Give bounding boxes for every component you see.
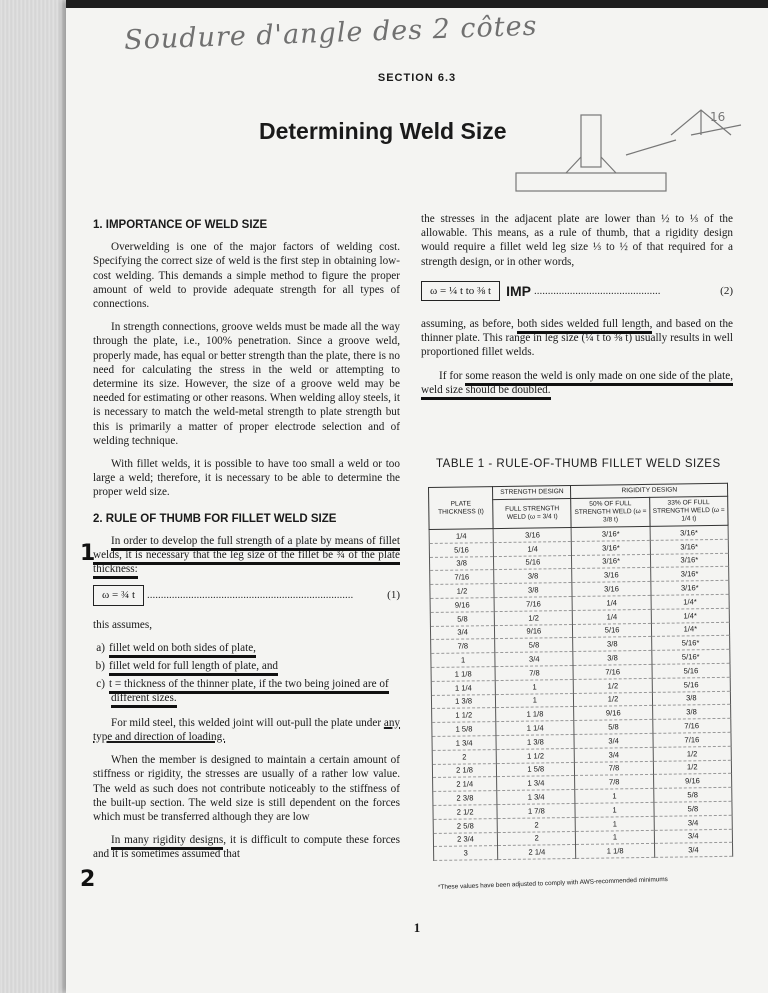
table-cell: 7/16: [494, 596, 572, 611]
table-footnote: *These values have been adjusted to comply with AWS-recommended minimums: [437, 875, 668, 891]
table-cell: 3/4: [575, 747, 653, 762]
table-cell: 5/16: [573, 623, 651, 638]
table-cell: 1 1/8: [431, 667, 495, 682]
table-cell: 2 3/4: [433, 832, 497, 847]
scan-border: [66, 0, 768, 8]
table-cell: 3: [434, 846, 498, 861]
table-cell: 5/16: [652, 663, 730, 678]
table-cell: 5/8: [495, 638, 573, 653]
sketch-fillet-lines: [566, 157, 616, 173]
table-cell: 1 1/8: [496, 707, 574, 722]
table-cell: 5/8: [654, 801, 732, 816]
right-column: [421, 212, 733, 406]
table-cell: 1 1/4: [496, 721, 574, 736]
paragraph-adjacent-plate: the stresses in the adjacent plate are lower than ½ to ⅓ of the allowable. This means, as a rule of thumb, that a rigidity design would require a fillet weld leg size ⅓ to ½ of that required for a strength design, or in other words,: [421, 213, 733, 268]
table-cell: 1 1/2: [496, 748, 574, 763]
sketch-detail-lines: [671, 110, 741, 135]
table-cell: 3/4: [495, 652, 573, 667]
table-cell: 3/8: [429, 556, 493, 571]
margin-mark-2: 2: [80, 867, 96, 892]
group-rigidity-design: RIGIDITY DESIGN: [571, 483, 728, 498]
table-cell: 7/8: [575, 761, 653, 776]
section-label: SECTION 6.3: [377, 72, 457, 84]
list-item-a: a) fillet weld on both sides of plate,: [93, 641, 400, 655]
table-cell: 1/4*: [651, 622, 729, 637]
table-cell: 1/4*: [651, 594, 729, 609]
table-cell: 1: [495, 679, 573, 694]
table-cell: 2 1/2: [433, 805, 497, 820]
table-cell: 1 3/8: [496, 734, 574, 749]
table-cell: 3/16*: [572, 540, 650, 555]
equation-number-2: (2): [720, 284, 733, 297]
table-cell: 1 1/4: [431, 680, 495, 695]
table-cell: 2 1/4: [498, 845, 576, 860]
book-page-edges: [0, 0, 70, 993]
table-cell: 3/8: [652, 691, 730, 706]
table-cell: 7/16: [573, 664, 651, 679]
table-cell: 5/8: [574, 720, 652, 735]
table-cell: 3/8: [573, 651, 651, 666]
table-cell: 1: [431, 653, 495, 668]
table-title: TABLE 1 - RULE-OF-THUMB FILLET WELD SIZES: [436, 458, 721, 470]
table-cell: 1 3/4: [497, 790, 575, 805]
table-cell: 1/4*: [651, 608, 729, 623]
table-cell: 7/16: [430, 570, 494, 585]
column-33-percent: 33% OF FULL STRENGTH WELD (ω = 1/4 t): [649, 496, 728, 526]
table-cell: 1/4: [572, 595, 650, 610]
left-column: [93, 214, 400, 871]
dot-leader: ...........................................................................: [147, 589, 354, 602]
table-cell: 3/8: [494, 569, 572, 584]
equation-1: [93, 585, 400, 605]
table-cell: 3/16*: [572, 526, 650, 541]
page-number: 1: [413, 920, 421, 935]
handwritten-note: Soudure d'angle des 2 côtes: [123, 10, 538, 57]
table-cell: 1 1/8: [576, 844, 654, 859]
table-cell: 1: [576, 816, 654, 831]
table-cell: 5/16: [652, 677, 730, 692]
table-cell: 1/2: [653, 760, 731, 775]
table-cell: 3/8: [652, 705, 730, 720]
table-cell: 3/16: [572, 582, 650, 597]
table-cell: 9/16: [574, 706, 652, 721]
table-cell: 9/16: [430, 598, 494, 613]
table-cell: 5/8: [430, 611, 494, 626]
table-cell: 1/2: [430, 584, 494, 599]
formula-box-1: ω = ¾ t: [93, 585, 144, 605]
table-cell: 2: [498, 831, 576, 846]
paragraph-rigidity: When the member is designed to maintain a certain amount of stiffness or rigidity, the stresses are usually of a rather low value. The weld as such does not contribute noticeably to the stiffness of the built-up section. The weld size is still dependent on the forces which must be transferred although they are low: [93, 754, 400, 823]
underlined-both-sides: both sides welded full length,: [517, 318, 652, 334]
underlined-rigidity-designs: In many rigidity designs: [111, 834, 223, 850]
table-cell: 1: [496, 693, 574, 708]
imp-note: IMP: [506, 282, 532, 299]
paragraph-overwelding: Overwelding is one of the major factors of welding cost. Specifying the correct size of weld is the first step in obtaining low-cost welding. This demands a simple method to figure the proper amount of weld to provide adequate strength for all types of connections.: [93, 241, 400, 311]
table-cell: 3/8: [494, 583, 572, 598]
assumes-label: this assumes,: [93, 618, 153, 631]
table-cell: 7/8: [495, 665, 573, 680]
table-cell: 1 7/8: [497, 803, 575, 818]
table-cell: 3/4: [654, 829, 732, 844]
underlined-loading: any type and direction of loading.: [93, 716, 401, 743]
column-plate-thickness: PLATE THICKNESS (t): [429, 487, 494, 530]
table-cell: 1/4: [429, 529, 493, 544]
table-cell: 2 1/8: [432, 763, 496, 778]
dot-leader: ..............................................: [534, 284, 661, 297]
table-cell: 1/4: [573, 609, 651, 624]
table-cell: 1/2: [494, 610, 572, 625]
column-50-percent: 50% OF FULL STRENGTH WELD (ω = 3/8 t): [571, 497, 650, 527]
formula-box-2: ω = ¼ t to ⅜ t: [421, 281, 500, 301]
table-cell: 5/8: [653, 787, 731, 802]
list-item-c: c) t = thickness of the thinner plate, if the two being joined are of different sizes.: [93, 677, 400, 705]
sketch-vertical-plate: [581, 115, 601, 167]
table-cell: 5/16*: [651, 636, 729, 651]
table-cell: 5/16: [494, 555, 572, 570]
table-cell: 5/16*: [652, 649, 730, 664]
table-cell: 1: [575, 802, 653, 817]
sketch-leader-line: [626, 140, 676, 155]
table-cell: 7/8: [431, 639, 495, 654]
page-title: Determining Weld Size: [259, 118, 507, 144]
underlined-full-strength: In order to develop the full strength of a plate by means of fillet welds, it is necessary that the leg size of the fillet be ¾ of the plate thickness:: [93, 535, 400, 579]
margin-mark-1: 1: [80, 541, 96, 566]
fillet-weld-sketch: [496, 95, 756, 215]
equation-number-1: (1): [387, 589, 400, 602]
table-cell: 1: [576, 830, 654, 845]
table-cell: 1/2: [574, 678, 652, 693]
heading-rule-of-thumb: 2. RULE OF THUMB FOR FILLET WELD SIZE: [93, 512, 337, 525]
table-cell: 2 5/8: [433, 818, 497, 833]
table-cell: 1 5/8: [432, 722, 496, 737]
table-cell: 1 5/8: [497, 762, 575, 777]
table-cell: 2: [432, 749, 496, 764]
table-cell: 5/16: [429, 542, 493, 557]
table-cell: 3/4: [654, 843, 732, 858]
underlined-one-side: some reason the weld is only made on one side of the plate, weld size should be doubled.: [421, 370, 733, 400]
paragraph-rigidity-designs: In many rigidity designs, it is difficult to compute these forces and it is sometimes assumed that: [93, 834, 400, 861]
sketch-base-plate: [516, 173, 666, 191]
paragraph-assuming: assuming, as before, both sides welded full length, and based on the thinner plate. This range in leg size (¼ t to ⅜ t) usually results in well proportioned fillet welds.: [421, 318, 734, 359]
table-cell: 1/2: [653, 746, 731, 761]
table-cell: 3/16*: [650, 539, 728, 554]
table-cell: 3/16: [572, 568, 650, 583]
column-full-strength: FULL STRENGTH WELD (ω = 3/4 t): [493, 499, 572, 529]
paragraph-full-strength: [93, 534, 400, 577]
table-cell: 9/16: [653, 774, 731, 789]
table-cell: 2 3/8: [433, 791, 497, 806]
table-cell: 3/4: [430, 625, 494, 640]
paragraph-fillet-welds: With fillet welds, it is possible to have too small a weld or too large a weld; therefore, it is necessary to be able to determine the proper weld size.: [93, 458, 400, 499]
table-cell: 3/4: [574, 733, 652, 748]
weld-size-table: [428, 483, 733, 861]
sketch-label: 16: [710, 110, 726, 124]
table-cell: 9/16: [495, 624, 573, 639]
table-cell: 1 3/8: [431, 694, 495, 709]
table-cell: 1 1/2: [432, 708, 496, 723]
heading-importance: 1. IMPORTANCE OF WELD SIZE: [93, 219, 268, 231]
equation-2: [421, 281, 733, 301]
table-cell: 7/8: [575, 775, 653, 790]
table-cell: 1: [575, 789, 653, 804]
table-cell: 3/8: [573, 637, 651, 652]
paragraph-groove-welds: In strength connections, groove welds must be made all the way through the plate, i.e., 100% penetration. Since a groove weld, properly made, has equal or better strength than the plate, there is no need for calculating the stress in the weld or attempting to determine its size. However, the size of a groove weld may be needed for estimating or other reasons. When welding alloy steels, it is necessary to match the weld-metal strength to plate strength but this is primarily a matter of proper electrode selection and of welding technique.: [93, 321, 400, 447]
paragraph-mild-steel: For mild steel, this welded joint will out-pull the plate under any type and direction of loading.: [93, 716, 401, 743]
table-cell: 3/16*: [651, 580, 729, 595]
table-cell: 7/16: [652, 718, 730, 733]
table-cell: 3/16*: [650, 567, 728, 582]
table-cell: 1/2: [574, 692, 652, 707]
table-cell: 1/4: [493, 541, 571, 556]
table-cell: 3/16*: [650, 525, 728, 540]
table-cell: 1 3/4: [497, 776, 575, 791]
group-strength-design: STRENGTH DESIGN: [493, 486, 571, 500]
table-cell: 1 3/4: [432, 736, 496, 751]
table-cell: 7/16: [653, 732, 731, 747]
table-cell: 3/16: [493, 527, 571, 542]
table-row: [434, 843, 733, 861]
table-cell: 2 1/4: [433, 777, 497, 792]
table-cell: 3/16*: [572, 554, 650, 569]
document-page: [66, 0, 768, 993]
table-cell: 2: [497, 817, 575, 832]
paragraph-one-side: If for some reason the weld is only made on one side of the plate, weld size should be doubled.: [421, 369, 733, 397]
table-cell: 3/4: [654, 815, 732, 830]
list-item-b: b) fillet weld for full length of plate, and: [93, 659, 400, 673]
table-cell: 3/16*: [650, 553, 728, 568]
table-body: [429, 525, 733, 860]
